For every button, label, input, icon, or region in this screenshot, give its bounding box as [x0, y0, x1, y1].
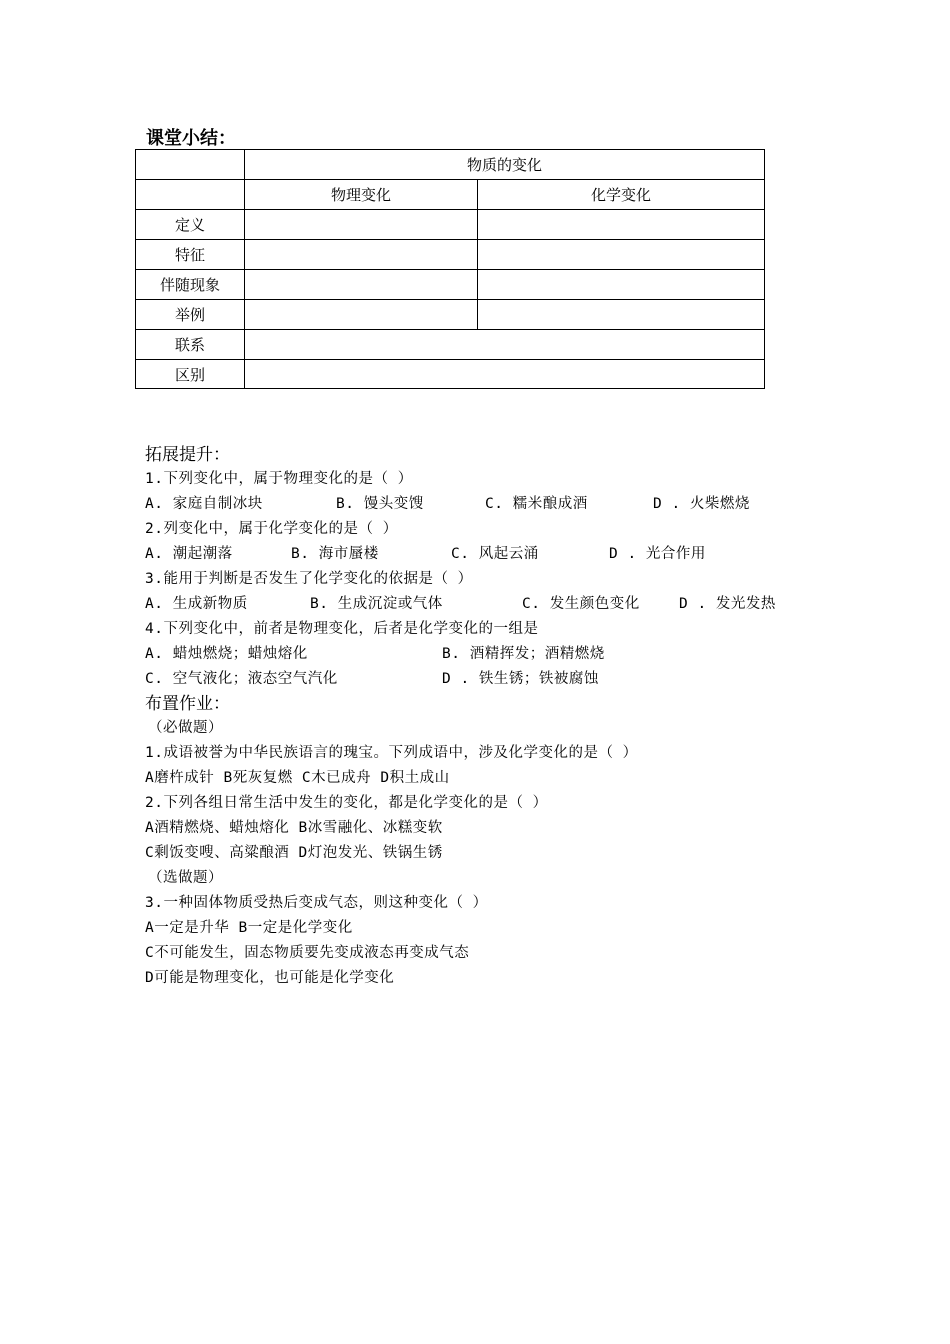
optional-label: （选做题） [148, 870, 223, 886]
question-stem: 2.列变化中，属于化学变化的是（ ） [145, 521, 398, 537]
question-stem: 1.下列变化中，属于物理变化的是（ ） [145, 471, 413, 487]
option-c: C. 空气液化；液态空气汽化 [145, 671, 338, 687]
option-a: A. 生成新物质 [145, 596, 248, 612]
option-c: C. 风起云涌 [451, 546, 539, 562]
table-cell [245, 330, 765, 360]
extension-heading: 拓展提升： [145, 445, 230, 465]
table-row [136, 210, 765, 240]
row-label-connection: 联系 [136, 330, 245, 360]
question-option-d: D可能是物理变化，也可能是化学变化 [145, 970, 395, 986]
question-stem: 3.一种固体物质受热后变成气态，则这种变化（ ） [145, 895, 488, 911]
option-d: D . 火柴燃烧 [653, 496, 750, 512]
option-b: B. 海市蜃楼 [291, 546, 379, 562]
option-b: B. 馒头变馊 [336, 496, 424, 512]
table-subheader-row [136, 180, 765, 210]
table-cell [478, 300, 765, 330]
question-stem: 1.成语被誉为中华民族语言的瑰宝。下列成语中，涉及化学变化的是（ ） [145, 745, 638, 761]
row-label-phenomena: 伴随现象 [136, 270, 245, 300]
option-d: D . 铁生锈；铁被腐蚀 [442, 671, 599, 687]
summary-table [135, 149, 765, 389]
table-row [136, 360, 765, 389]
option-c: C. 发生颜色变化 [522, 596, 640, 612]
table-cell [245, 270, 478, 300]
table-cell [478, 240, 765, 270]
row-label-definition: 定义 [136, 210, 245, 240]
question-stem: 2.下列各组日常生活中发生的变化，都是化学变化的是（ ） [145, 795, 548, 811]
option-d: D . 发光发热 [679, 596, 776, 612]
option-b: B. 生成沉淀或气体 [310, 596, 443, 612]
option-b: B. 酒精挥发；酒精燃烧 [442, 646, 605, 662]
table-cell [478, 210, 765, 240]
required-label: （必做题） [148, 720, 223, 736]
table-cell [478, 270, 765, 300]
physical-change-header: 物理变化 [245, 180, 478, 210]
option-a: A. 蜡烛燃烧；蜡烛熔化 [145, 646, 308, 662]
option-a: A. 家庭自制冰块 [145, 496, 263, 512]
table-row [136, 300, 765, 330]
group-header-cell: 物质的变化 [245, 150, 765, 180]
option-d: D . 光合作用 [609, 546, 706, 562]
row-label-examples: 举例 [136, 300, 245, 330]
question-stem: 3.能用于判断是否发生了化学变化的依据是（ ） [145, 571, 473, 587]
question-options: C剩饭变嗖、高粱酿酒 D灯泡发光、铁锅生锈 [145, 845, 443, 861]
table-cell [245, 210, 478, 240]
question-option-c: C不可能发生，固态物质要先变成液态再变成气态 [145, 945, 470, 961]
question-options: A酒精燃烧、蜡烛熔化 B冰雪融化、冰糕变软 [145, 820, 443, 836]
table-row [136, 270, 765, 300]
table-header-row [136, 150, 765, 180]
table-corner-cell [136, 180, 245, 210]
table-corner-cell [136, 150, 245, 180]
table-cell [245, 360, 765, 389]
homework-heading: 布置作业： [145, 694, 230, 714]
table-row [136, 240, 765, 270]
option-a: A. 潮起潮落 [145, 546, 233, 562]
chemical-change-header: 化学变化 [478, 180, 765, 210]
row-label-feature: 特征 [136, 240, 245, 270]
table-cell [245, 300, 478, 330]
table-cell [245, 240, 478, 270]
question-options: A一定是升华 B一定是化学变化 [145, 920, 353, 936]
row-label-difference: 区别 [136, 360, 245, 389]
question-options: A磨杵成针 B死灰复燃 C木已成舟 D积土成山 [145, 770, 450, 786]
summary-heading: 课堂小结： [146, 128, 236, 149]
question-stem: 4.下列变化中，前者是物理变化，后者是化学变化的一组是 [145, 621, 539, 637]
table-row [136, 330, 765, 360]
option-c: C. 糯米酿成酒 [485, 496, 588, 512]
